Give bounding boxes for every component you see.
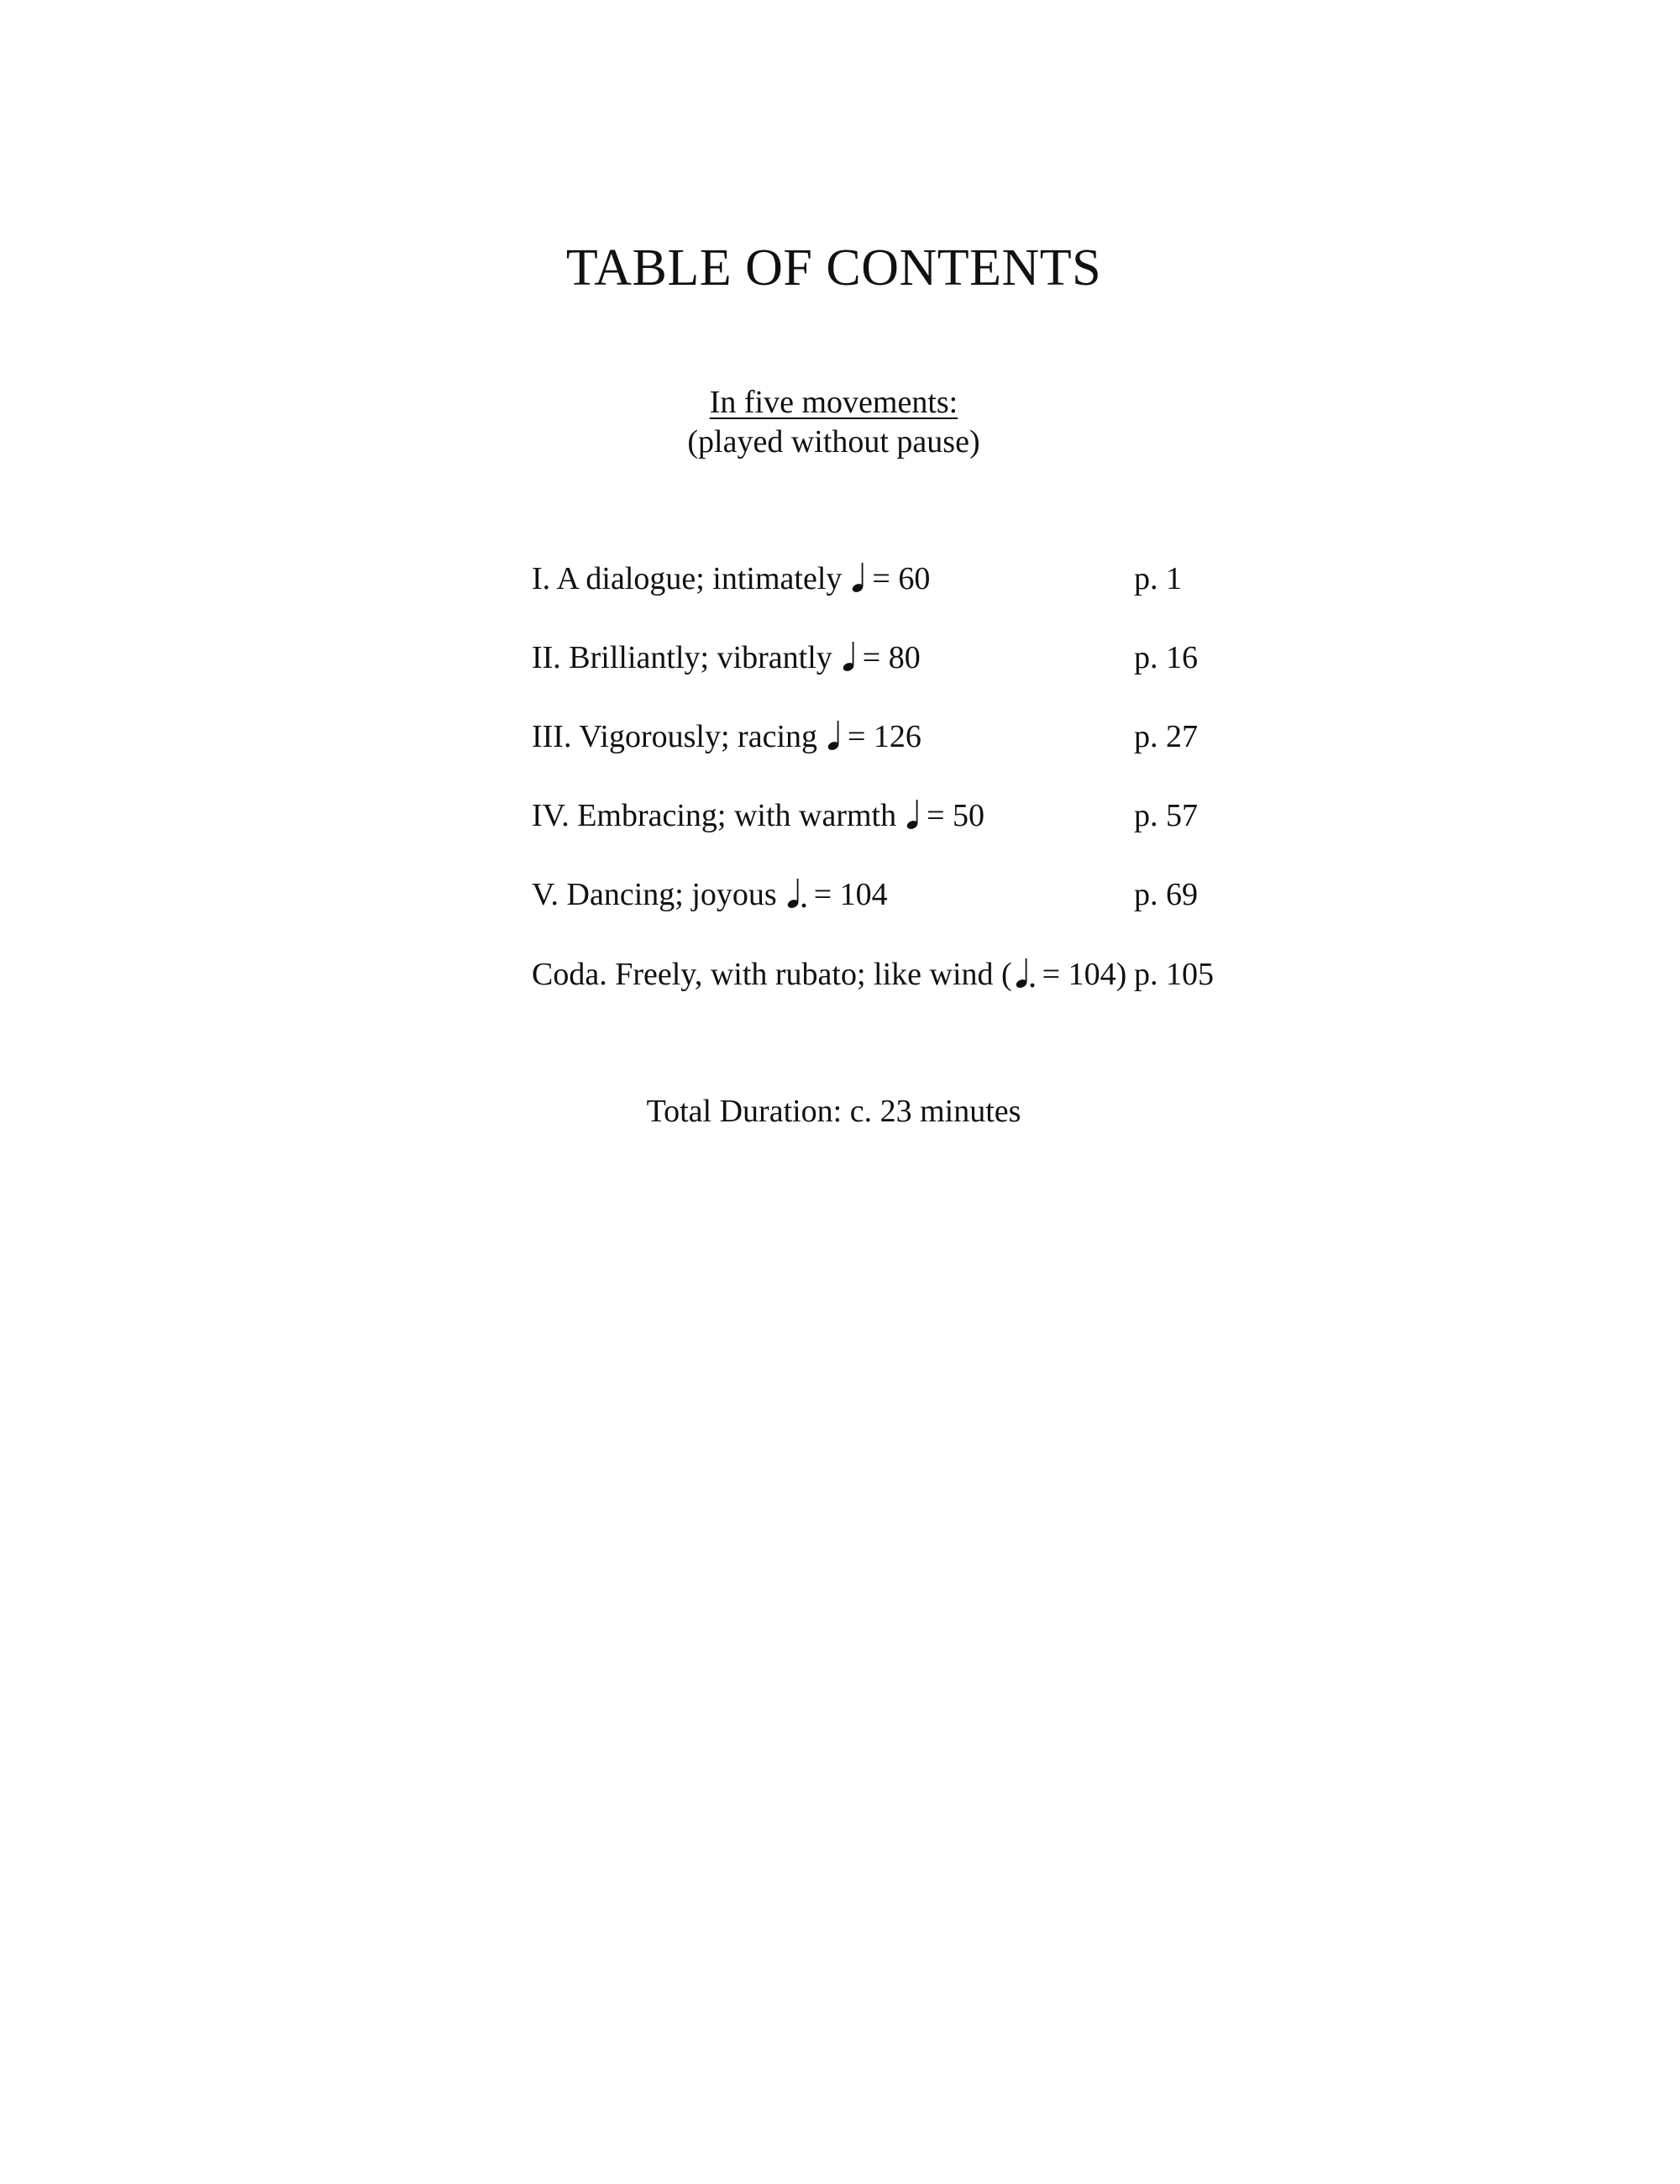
tempo-value: = 80 xyxy=(862,640,921,675)
toc-entry-movement-5[interactable] xyxy=(532,874,1288,916)
quarter-note-icon xyxy=(843,641,858,673)
toc-entry-title xyxy=(532,953,1126,995)
close-paren: ) xyxy=(1116,957,1127,992)
dotted-quarter-note-icon xyxy=(1016,958,1037,990)
quarter-note-icon xyxy=(906,799,921,831)
subtitle-heading: In five movements: xyxy=(709,385,958,420)
toc-entry-movement-4[interactable] xyxy=(532,795,1288,837)
toc-entry-title xyxy=(532,716,921,758)
toc-entry-movement-1[interactable] xyxy=(532,558,1288,600)
toc-entry-movement-2[interactable] xyxy=(532,637,1288,679)
tempo-value: = 50 xyxy=(927,798,985,833)
subtitle-block xyxy=(0,383,1667,462)
toc-page-number: p. 16 xyxy=(1134,640,1198,675)
movement-title: III. Vigorously; racing xyxy=(532,719,817,754)
toc-entry-title xyxy=(532,795,984,837)
tempo-value: = 104 xyxy=(1042,957,1116,992)
quarter-note-icon xyxy=(827,720,843,752)
toc-entry-title xyxy=(532,637,921,679)
open-paren: ( xyxy=(1001,957,1012,992)
movement-title: IV. Embracing; with warmth xyxy=(532,798,897,833)
page-title: TABLE OF CONTENTS xyxy=(565,239,1102,297)
toc-entry-title xyxy=(532,558,930,600)
toc-page-number: p. 1 xyxy=(1134,561,1182,596)
tempo-value: = 126 xyxy=(848,719,921,754)
toc-entry-coda[interactable] xyxy=(532,953,1288,995)
toc-entry-title xyxy=(532,874,888,916)
total-duration: Total Duration: c. 23 minutes xyxy=(646,1094,1021,1129)
toc-entry-movement-3[interactable] xyxy=(532,716,1288,758)
toc-page-number: p. 57 xyxy=(1134,798,1198,833)
movement-title: Coda. Freely, with rubato; like wind xyxy=(532,957,994,992)
movement-title: V. Dancing; joyous xyxy=(532,877,777,912)
quarter-note-icon xyxy=(852,562,867,594)
toc-page-number: p. 105 xyxy=(1134,957,1214,992)
movement-title: II. Brilliantly; vibrantly xyxy=(532,640,832,675)
tempo-value: = 104 xyxy=(813,877,888,912)
toc-page-number: p. 27 xyxy=(1134,719,1198,754)
tempo-value: = 60 xyxy=(872,561,931,596)
dotted-quarter-note-icon xyxy=(787,878,809,910)
movement-title: I. A dialogue; intimately xyxy=(532,561,843,596)
toc-page-number: p. 69 xyxy=(1134,877,1198,912)
subtitle-note: (played without pause) xyxy=(687,424,980,459)
